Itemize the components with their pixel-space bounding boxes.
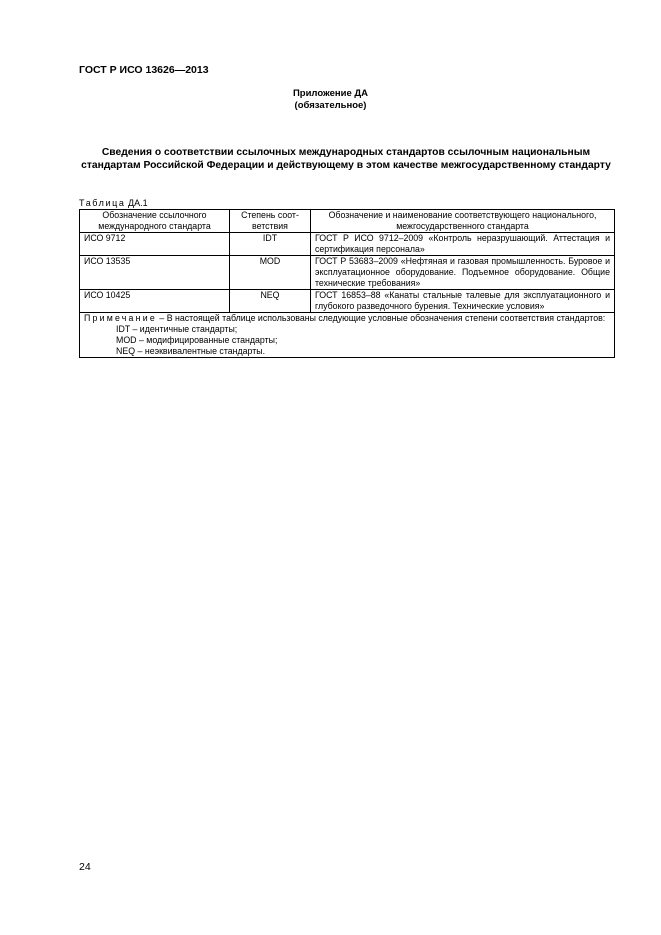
annex-subtitle: (обязательное) bbox=[294, 100, 367, 111]
note-item-neq: NEQ – неэквивалентные стандарты. bbox=[116, 346, 266, 356]
note-lead bbox=[84, 313, 610, 324]
table-row bbox=[80, 290, 615, 313]
cell-standard: ИСО 10425 bbox=[80, 290, 230, 313]
table-header-row bbox=[80, 210, 615, 233]
column-header-national: Обозначение и наименование соответствующего национального, межгосударственного стандарта bbox=[311, 210, 615, 233]
annex-title: Приложение ДА bbox=[292, 88, 369, 99]
correspondence-table bbox=[79, 209, 615, 358]
page-number: 24 bbox=[79, 861, 91, 873]
cell-degree: MOD bbox=[230, 256, 311, 290]
table-row bbox=[80, 256, 615, 290]
cell-degree: IDT bbox=[230, 233, 311, 256]
document-code: ГОСТ Р ИСО 13626—2013 bbox=[79, 64, 209, 76]
cell-standard: ИСО 13535 bbox=[80, 256, 230, 290]
table-note bbox=[80, 313, 615, 358]
cell-national: ГОСТ Р ИСО 9712–2009 «Контроль неразрушающий. Аттестация и сертификация персонала» bbox=[311, 233, 615, 256]
note-item-idt: IDT – идентичные стандарты; bbox=[116, 324, 238, 334]
note-item-mod: MOD – модифицированные стандарты; bbox=[116, 335, 278, 345]
table-caption-number: ДА.1 bbox=[128, 198, 148, 208]
cell-national: ГОСТ Р 53683–2009 «Нефтяная и газовая промышленность. Буровое и эксплуатационное оборудование. Подъемное оборудование. Общие технические требования» bbox=[311, 256, 615, 290]
column-header-standard: Обозначение ссылочного международного стандарта bbox=[80, 210, 230, 233]
table-caption-label: Таблица bbox=[79, 198, 126, 208]
note-text: – В настоящей таблице использованы следующие условные обозначения степени соответствия стандартов: bbox=[156, 313, 606, 323]
column-header-degree: Степень соответствия bbox=[230, 210, 311, 233]
note-label: Примечание bbox=[84, 313, 157, 323]
table-note-row bbox=[80, 313, 615, 358]
cell-degree: NEQ bbox=[230, 290, 311, 313]
section-heading: Сведения о соответствии ссылочных международных стандартов ссылочным национальным стандартам Российской Федерации и действующему в этом качестве межгосударственному стандарту bbox=[81, 147, 611, 171]
table-row bbox=[80, 233, 615, 256]
cell-national: ГОСТ 16853–88 «Канаты стальные талевые для эксплуатационного и глубокого разведочного бурения. Технические условия» bbox=[311, 290, 615, 313]
table-caption bbox=[79, 198, 148, 208]
cell-standard: ИСО 9712 bbox=[80, 233, 230, 256]
